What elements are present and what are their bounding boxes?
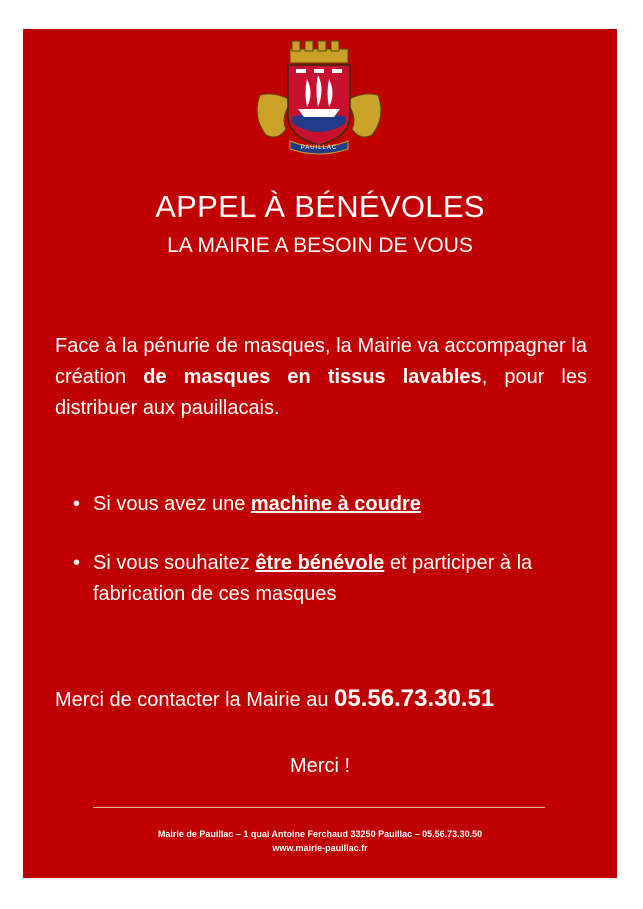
footer — [23, 827, 617, 855]
bullet-prefix: Si vous avez une — [93, 493, 251, 515]
footer-website: www.mairie-pauillac.fr — [272, 843, 368, 853]
page-subtitle: LA MAIRIE A BESOIN DE VOUS — [167, 234, 473, 257]
list-item — [73, 548, 593, 610]
contact-text: Merci de contacter la Mairie au — [55, 689, 335, 711]
contact-line — [55, 684, 615, 715]
intro-text-2: , pour les distribuer aux pauillacais. — [55, 366, 587, 419]
page-title: APPEL À BÉNÉVOLES — [155, 189, 485, 224]
list-item — [73, 489, 593, 520]
bullet-emphasis: machine à coudre — [250, 493, 421, 515]
footer-address: Mairie de Pauillac – 1 quai Antoine Ferchaud 33250 Pauillac – 05.56.73.30.50 — [157, 829, 483, 839]
bullet-suffix: et participer à la fabrication de ces masques — [93, 552, 533, 605]
footer-divider — [93, 807, 545, 808]
intro-text-1: Face à la pénurie de masques, la Mairie va accompagner la création — [55, 335, 587, 388]
thanks-text: Merci ! — [290, 755, 350, 777]
bullet-emphasis: être bénévole — [255, 552, 385, 574]
intro-bold-text: de masques en tissus lavables — [143, 366, 482, 388]
contact-phone: 05.56.73.30.51 — [334, 685, 495, 712]
bullet-prefix: Si vous souhaitez — [93, 552, 256, 574]
bullet-list — [73, 489, 593, 610]
bullet-dot-icon: • — [73, 493, 81, 515]
intro-paragraph — [55, 331, 587, 424]
crest-banner-text: PAUILLAC — [300, 145, 338, 151]
bullet-dot-icon: • — [73, 552, 81, 574]
pauillac-coat-of-arms-icon — [252, 37, 386, 155]
poster — [23, 29, 617, 878]
